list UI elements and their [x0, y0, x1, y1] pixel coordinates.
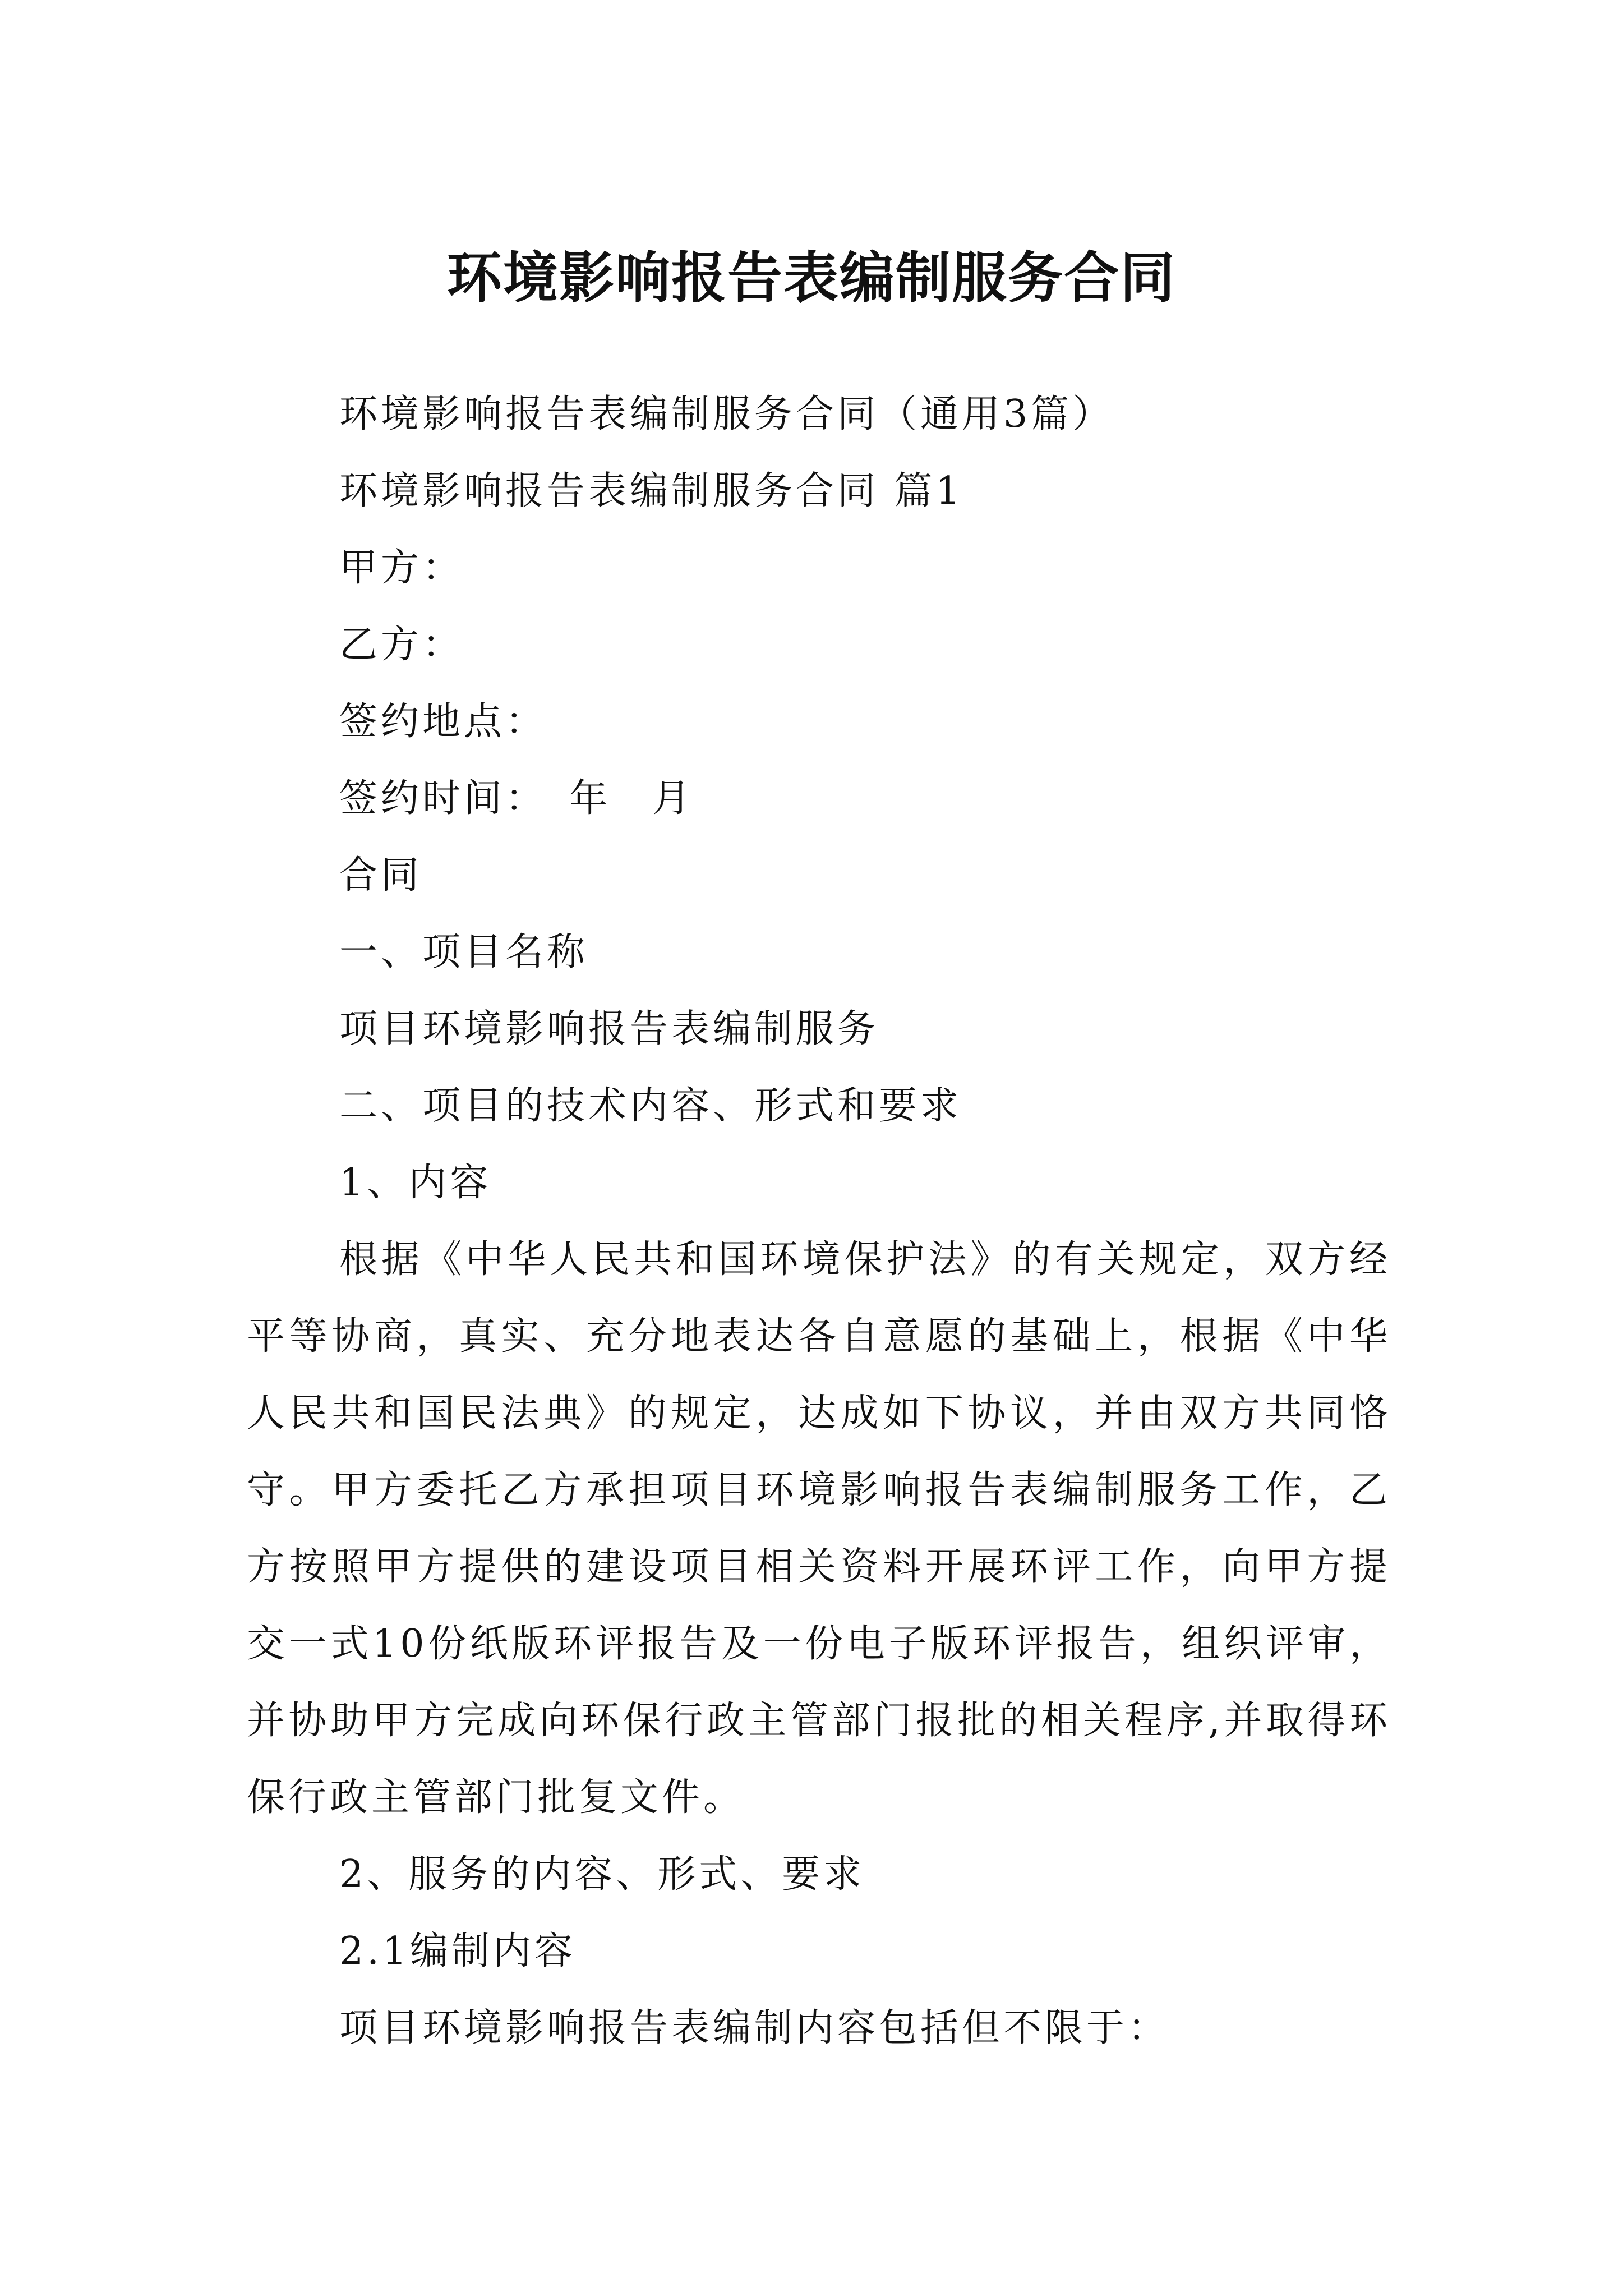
subheading-content: 1、内容: [339, 1161, 492, 1205]
document-title: 环境影响报告表编制服务合同: [446, 246, 1176, 310]
subheading-compilation-content: 2.1编制内容: [339, 1929, 577, 1973]
party-a-field: 甲方：: [339, 546, 464, 590]
compilation-content-intro: 项目环境影响报告表编制内容包括但不限于：: [339, 2006, 1170, 2050]
project-name-text: 项目环境影响报告表编制服务: [339, 1007, 879, 1051]
document-body: [247, 376, 1391, 2067]
signing-place-field: 签约地点：: [339, 700, 547, 744]
section-heading: 环境影响报告表编制服务合同 篇1: [339, 469, 963, 513]
document-subtitle: 环境影响报告表编制服务合同（通用3篇）: [339, 392, 1114, 436]
party-b-field: 乙方：: [339, 623, 464, 667]
heading-project-name: 一、项目名称: [339, 930, 589, 974]
subheading-service-content: 2、服务的内容、形式、要求: [339, 1852, 865, 1897]
body-paragraph: 根据《中华人民共和国环境保护法》的有关规定，双方经平等协商，真实、充分地表达各自意愿的基础上，根据《中华人民共和国民法典》的规定，达成如下协议，并由双方共同恪守。甲方委托乙方承担项目环境影响报告表编制服务工作，乙方按照甲方提供的建设项目相关资料开展环评工作，向甲方提交一式10份纸版环评报告及一份电子版环评报告，组织评审，并协助甲方完成向环保行政主管部门报批的相关程序,并取得环保行政主管部门批复文件。: [247, 1237, 1391, 1820]
contract-label: 合同: [339, 853, 423, 898]
heading-technical-content: 二、项目的技术内容、形式和要求: [339, 1084, 962, 1128]
signing-time-field: 签约时间： 年 月: [339, 776, 694, 821]
